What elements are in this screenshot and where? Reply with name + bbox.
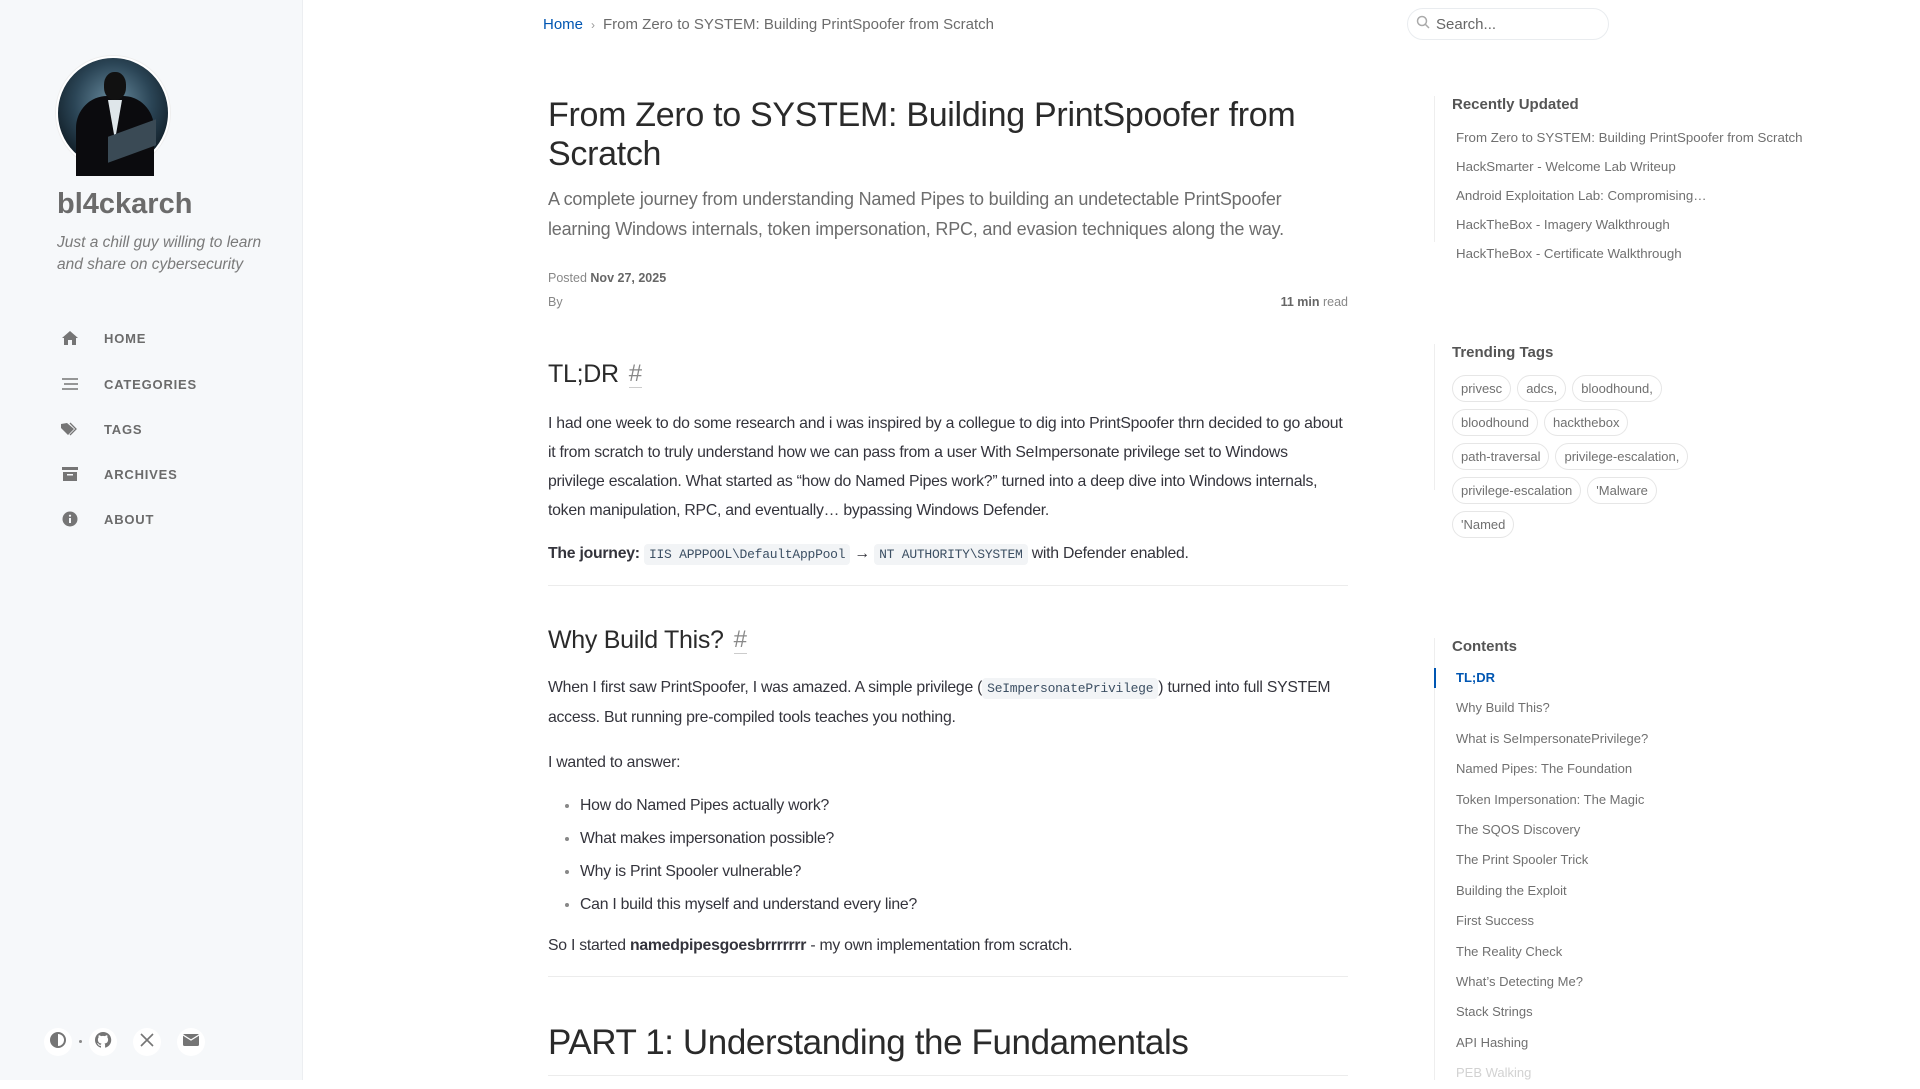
heading-text: TL;DR: [548, 360, 619, 388]
posted-date: Nov 27, 2025: [590, 271, 667, 285]
toc-item[interactable]: Token Impersonation: The Magic: [1456, 791, 1645, 807]
envelope-icon: [183, 1033, 199, 1051]
home-icon: [60, 330, 80, 346]
archive-icon: [60, 466, 80, 482]
tag-link[interactable]: bloodhound: [1452, 409, 1538, 436]
list-item: • How do Named Pipes actually work?: [580, 791, 1348, 820]
toc-item[interactable]: API Hashing: [1456, 1034, 1529, 1050]
nav-label: ABOUT: [104, 511, 155, 527]
wanted-paragraph: I wanted to answer:: [548, 754, 681, 771]
tag-link[interactable]: hackthebox: [1544, 409, 1629, 436]
text: - my own implementation from scratch.: [810, 937, 1073, 954]
tags-icon: [60, 421, 80, 437]
list-item: • What makes impersonation possible?: [580, 824, 1348, 853]
heading-tldr: [548, 360, 1348, 389]
post-content: [548, 96, 1348, 1076]
toc-item[interactable]: What is SeImpersonatePrivilege?: [1456, 730, 1649, 746]
arrow: →: [854, 545, 870, 562]
heading-text: Why Build This?: [548, 626, 724, 654]
recent-post-link[interactable]: Android Exploitation Lab: Compromising…: [1456, 188, 1707, 203]
journey-suffix: with Defender enabled.: [1031, 545, 1189, 562]
separator-dot: [79, 1040, 82, 1043]
breadcrumb: [543, 16, 994, 33]
toc-item[interactable]: The Reality Check: [1456, 943, 1563, 959]
trending-tags-title: Trending Tags: [1452, 344, 1554, 361]
breadcrumb-separator: ›: [591, 18, 596, 32]
avatar[interactable]: [56, 56, 170, 170]
theme-toggle-icon: [50, 1032, 66, 1053]
questions-list: [580, 791, 1348, 919]
trending-tags-panel: [1434, 344, 1714, 532]
journey-line: [548, 539, 1348, 569]
sidebar: [0, 0, 303, 1080]
x-twitter-link[interactable]: [133, 1028, 161, 1056]
toc-item[interactable]: The Print Spooler Trick: [1456, 852, 1589, 868]
text: When I first saw PrintSpoofer, I was amazed. A simple privilege (: [548, 679, 983, 696]
info-circle-icon: [60, 511, 80, 527]
project-name: namedpipesgoesbrrrrrrr: [629, 937, 807, 954]
heading-anchor-link[interactable]: #: [628, 360, 642, 387]
site-tagline: Just a chill guy willing to learn and share on cybersecurity: [57, 234, 262, 273]
nav-item-tags[interactable]: [60, 414, 142, 444]
tag-link[interactable]: path-traversal: [1452, 443, 1549, 470]
search-icon: [1416, 15, 1430, 34]
text: So I started: [548, 937, 626, 954]
search-input[interactable]: [1436, 16, 1596, 33]
nav-label: ARCHIVES: [104, 466, 178, 482]
toc-item[interactable]: The SQOS Discovery: [1456, 822, 1581, 838]
journey-label: The journey:: [548, 545, 640, 562]
nav-item-categories[interactable]: [60, 369, 197, 399]
nav-item-about[interactable]: [60, 504, 154, 534]
nav-item-archives[interactable]: [60, 459, 178, 489]
posted-label: Posted: [548, 271, 587, 285]
tag-link[interactable]: adcs,: [1517, 375, 1566, 402]
tag-link[interactable]: privesc: [1452, 375, 1511, 402]
read-time: 11 min: [1280, 295, 1320, 309]
toc-item[interactable]: Building the Exploit: [1456, 882, 1567, 898]
recently-updated-title: Recently Updated: [1452, 96, 1579, 113]
toc-item[interactable]: Named Pipes: The Foundation: [1456, 761, 1633, 777]
post-description: A complete journey from understanding Named Pipes to building an undetectable PrintSpoofer learning Windows internals, token impersonation, RPC, and evasion techniques along the way.: [548, 189, 1284, 239]
nav-label: TAGS: [104, 421, 143, 437]
inline-code: SeImpersonatePrivilege: [982, 678, 1158, 699]
list-item: • Why is Print Spooler vulnerable?: [580, 857, 1348, 886]
author-label: By: [548, 295, 563, 309]
divider: [548, 1075, 1348, 1076]
text: ) turned into full SYSTEM access. But running pre-compiled tools teaches you nothing.: [548, 679, 1331, 726]
toc-item[interactable]: First Success: [1456, 913, 1535, 929]
why-paragraph: [548, 673, 1348, 732]
recent-post-link[interactable]: HackTheBox - Imagery Walkthrough: [1456, 217, 1670, 232]
nav-label: CATEGORIES: [104, 376, 197, 392]
site-title[interactable]: bl4ckarch: [57, 188, 193, 220]
recent-post-link[interactable]: HackSmarter - Welcome Lab Writeup: [1456, 159, 1676, 174]
tag-link[interactable]: 'Malware: [1587, 477, 1657, 504]
divider: [548, 585, 1348, 586]
toc-item[interactable]: PEB Walking: [1456, 1065, 1532, 1081]
tag-link[interactable]: privilege-escalation: [1452, 477, 1581, 504]
email-link[interactable]: [177, 1028, 205, 1056]
toc-item[interactable]: Stack Strings: [1456, 1004, 1533, 1020]
nav-label: HOME: [104, 330, 147, 346]
tag-link[interactable]: privilege-escalation,: [1555, 443, 1688, 470]
tag-link[interactable]: 'Named: [1452, 511, 1514, 538]
toc-item-active[interactable]: TL;DR: [1452, 663, 1648, 693]
github-link[interactable]: [89, 1028, 117, 1056]
started-paragraph: [548, 931, 1348, 960]
recent-post-link[interactable]: HackTheBox - Certificate Walkthrough: [1456, 246, 1682, 261]
heading-part-1: PART 1: Understanding the Fundamentals: [548, 1023, 1189, 1062]
theme-toggle-button[interactable]: [44, 1028, 72, 1056]
recently-updated-panel: [1434, 96, 1803, 261]
divider: [548, 976, 1348, 977]
code-to: NT AUTHORITY\SYSTEM: [874, 544, 1027, 565]
toc-item[interactable]: What’s Detecting Me?: [1456, 974, 1583, 990]
tldr-paragraph: I had one week to do some research and i was inspired by a collegue to dig into PrintSpoofer thrn decided to go about it from scratch to truly understand how we can pass from a user With SeImpersonate privilege set to Windows privilege escalation. What started as “how do Named Pipes work?” turned into a deep dive into Windows internals, token manipulation, RPC, and eventually… bypassing Windows Defender.: [548, 415, 1343, 519]
github-icon: [95, 1032, 111, 1053]
read-label: read: [1322, 295, 1348, 309]
x-twitter-icon: [140, 1033, 154, 1052]
search-box[interactable]: [1407, 8, 1609, 40]
code-from: IIS APPPOOL\DefaultAppPool: [644, 544, 850, 565]
breadcrumb-home-link[interactable]: Home: [543, 16, 584, 33]
toc-title: Contents: [1452, 638, 1517, 655]
post-title: From Zero to SYSTEM: Building PrintSpoofer from Scratch: [548, 96, 1296, 173]
list-item: • Can I build this myself and understand every line?: [580, 890, 1348, 919]
heading-why-build: [548, 626, 1348, 655]
tag-link[interactable]: bloodhound,: [1572, 375, 1662, 402]
stream-icon: [60, 376, 80, 392]
nav-item-home[interactable]: [60, 323, 146, 353]
heading-anchor-link[interactable]: #: [733, 626, 747, 653]
post-meta: [548, 266, 1348, 314]
breadcrumb-current: From Zero to SYSTEM: Building PrintSpoofer from Scratch: [603, 16, 994, 33]
recent-post-link[interactable]: From Zero to SYSTEM: Building PrintSpoofer from Scratch: [1456, 130, 1803, 145]
toc-item[interactable]: Why Build This?: [1456, 700, 1550, 716]
table-of-contents: [1434, 638, 1648, 1080]
